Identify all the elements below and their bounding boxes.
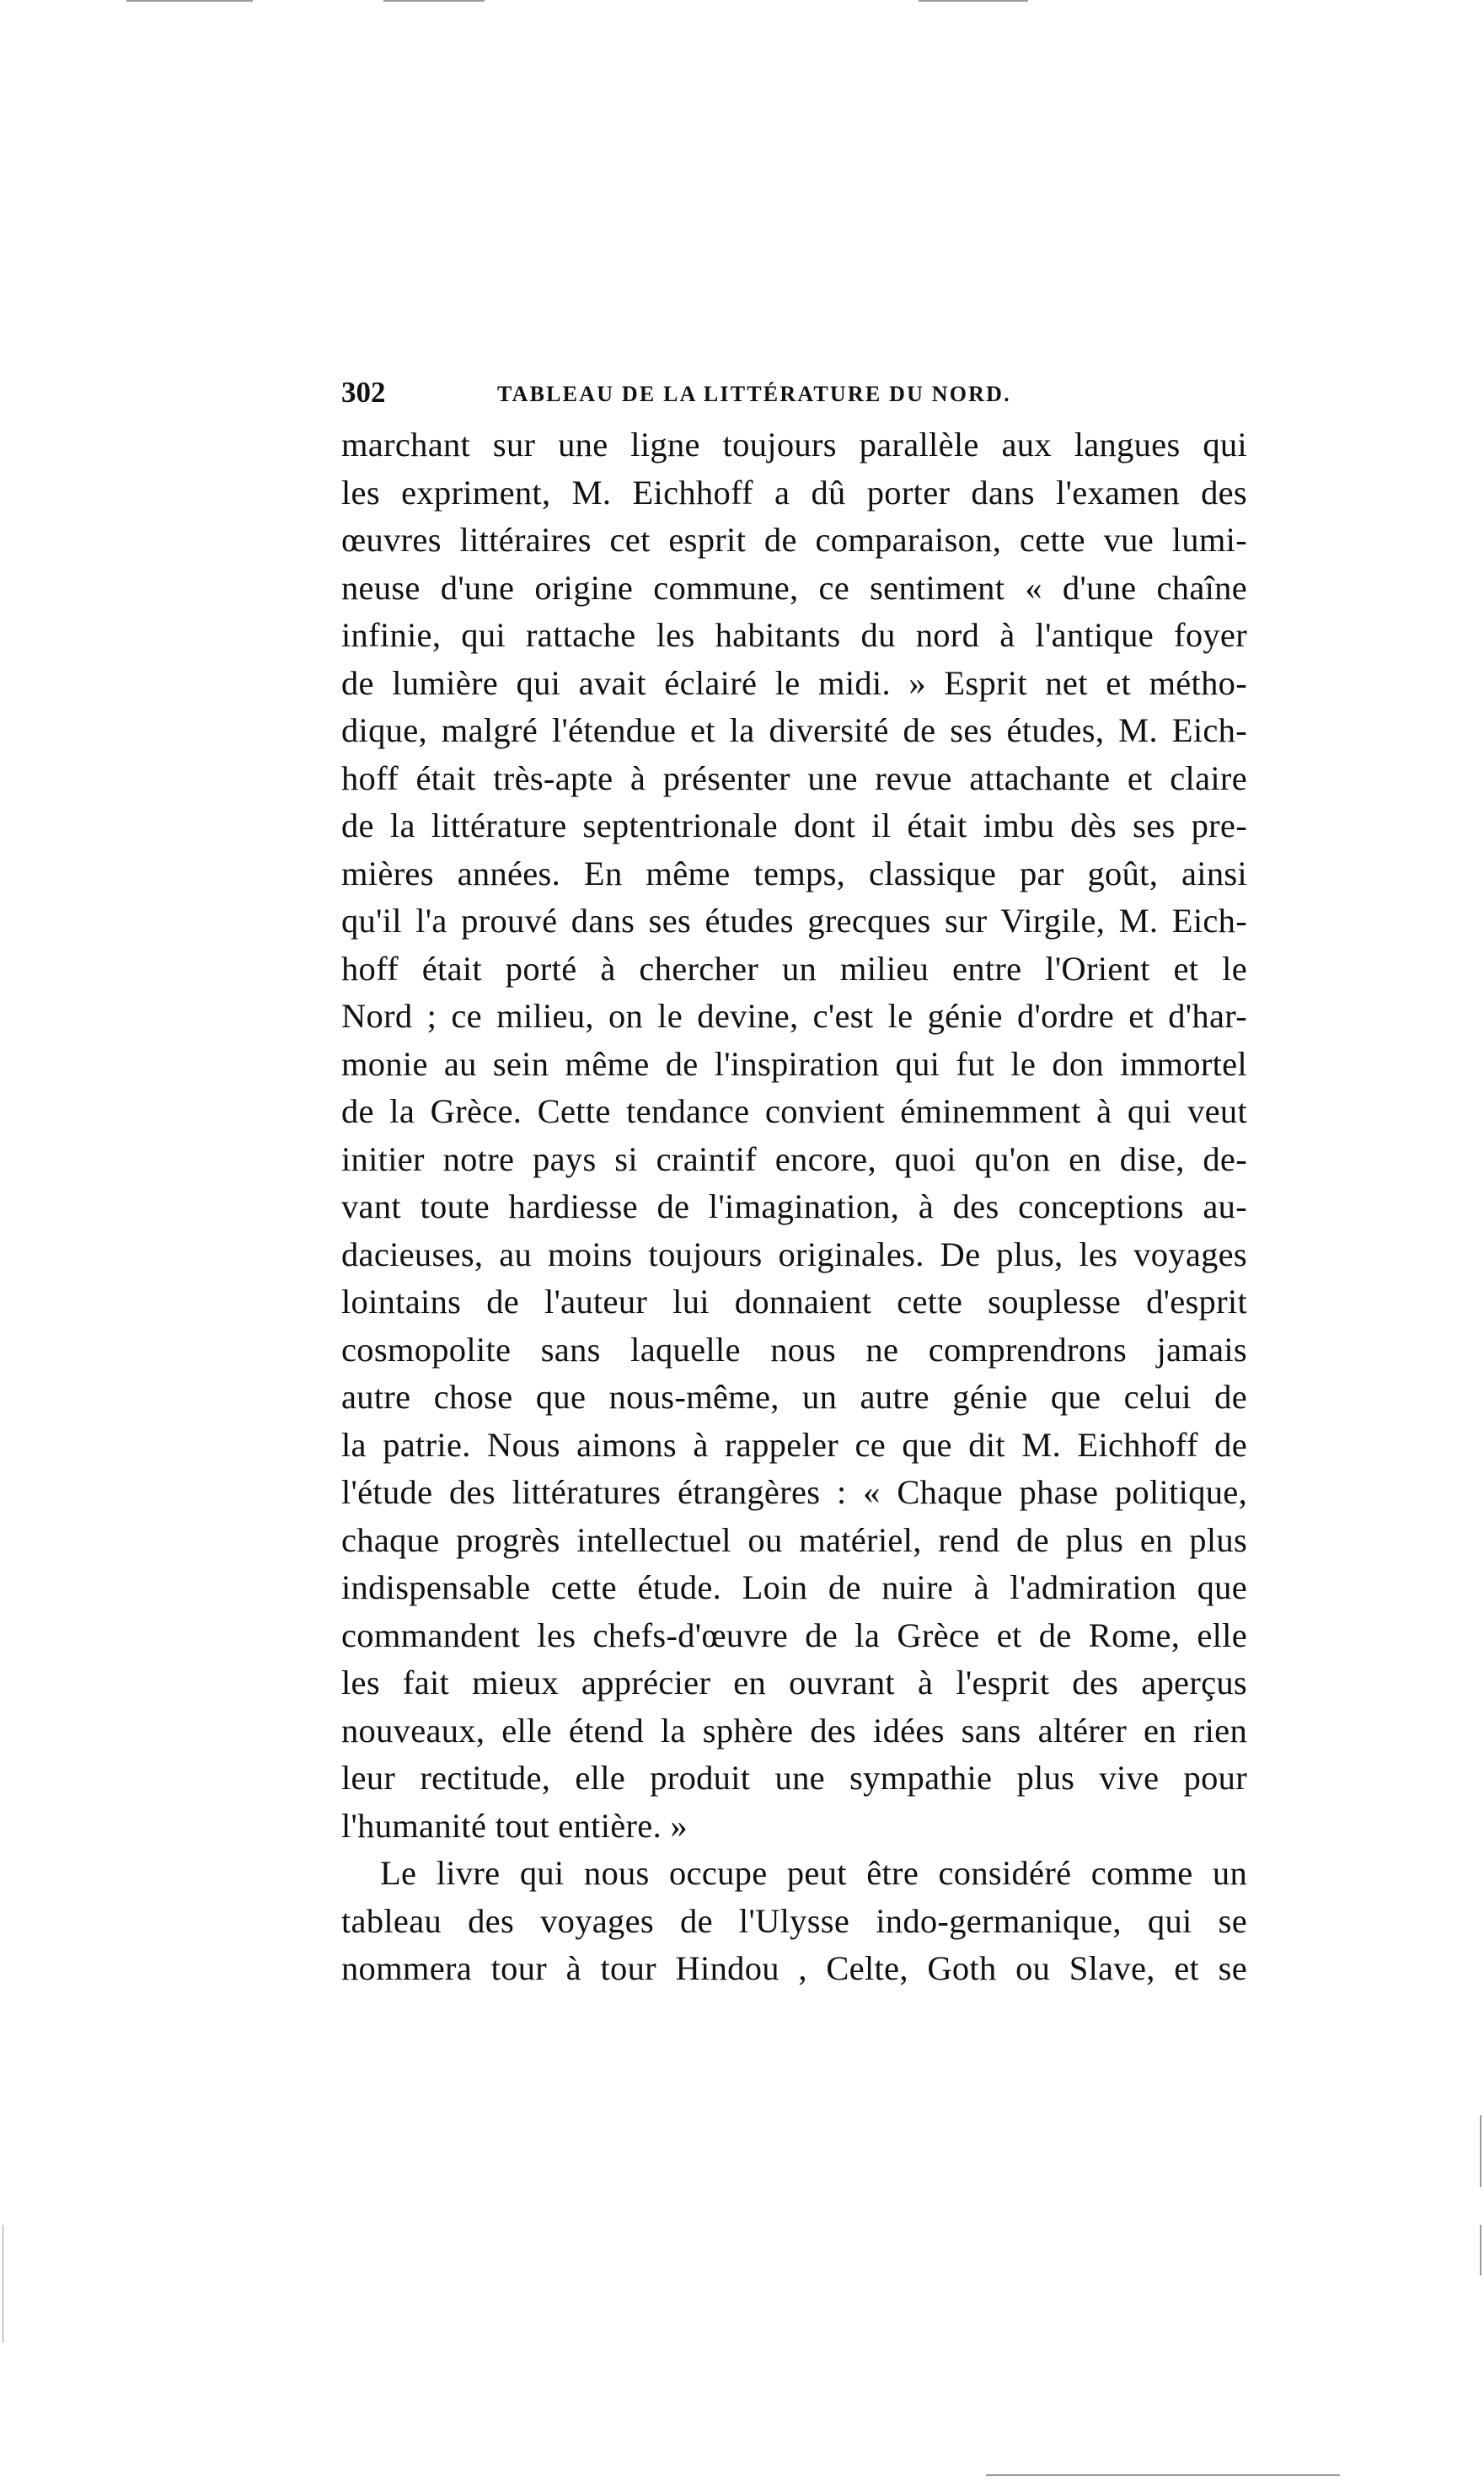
text-line: mières années. En même temps, classique par goût, ainsi (341, 854, 1247, 892)
text-line: marchant sur une ligne toujours parallèle aux langues qui (341, 426, 1247, 464)
text-line: nouveaux, elle étend la sphère des idées sans altérer en rien (341, 1711, 1247, 1750)
text-line: hoff était porté à chercher un milieu entre l'Orient et le (341, 949, 1247, 988)
text-line: l'humanité tout entière. » (341, 1806, 688, 1845)
text-line: œuvres littéraires cet esprit de comparaison, cette vue lumi- (341, 521, 1247, 559)
paragraph (341, 1850, 1247, 1993)
text-line: dique, malgré l'étendue et la diversité de ses études, M. Eich- (341, 711, 1247, 749)
text-line: Le livre qui nous occupe peut être considéré comme un (380, 1854, 1247, 1892)
text-line: cosmopolite sans laquelle nous ne comprendrons jamais (341, 1330, 1247, 1369)
text-line: vant toute hardiesse de l'imagination, à des conceptions au- (341, 1187, 1247, 1225)
scan-artifact-right (1480, 2225, 1481, 2275)
text-line: l'étude des littératures étrangères : « Chaque phase politique, (341, 1473, 1247, 1511)
scan-artifact-top (383, 0, 485, 2)
book-page (341, 371, 1247, 1993)
text-line: Nord ; ce milieu, on le devine, c'est le génie d'ordre et d'har- (341, 997, 1247, 1035)
text-line: dacieuses, au moins toujours originales. De plus, les voyages (341, 1235, 1247, 1273)
text-line: nommera tour à tour Hindou , Celte, Goth ou Slave, et se (341, 1949, 1247, 1987)
text-line: de la Grèce. Cette tendance convient éminemment à qui veut (341, 1092, 1247, 1130)
text-line: initier notre pays si craintif encore, quoi qu'on en dise, de- (341, 1139, 1247, 1178)
text-line: tableau des voyages de l'Ulysse indo-germanique, qui se (341, 1901, 1247, 1940)
text-line: hoff était très-apte à présenter une revue attachante et claire (341, 758, 1247, 797)
text-line: infinie, qui rattache les habitants du nord à l'antique foyer (341, 616, 1247, 654)
text-line: la patrie. Nous aimons à rappeler ce que dit M. Eichhoff de (341, 1425, 1247, 1464)
text-line: de la littérature septentrionale dont il était imbu dès ses pre- (341, 806, 1247, 844)
scan-artifact-bottom (986, 2474, 1340, 2476)
scan-artifact-top (126, 0, 253, 2)
text-line: autre chose que nous-même, un autre génie que celui de (341, 1378, 1247, 1416)
text-line: commandent les chefs-d'œuvre de la Grèce et de Rome, elle (341, 1616, 1247, 1654)
scan-artifact-right (1480, 2115, 1481, 2187)
text-line: indispensable cette étude. Loin de nuire à l'admiration que (341, 1568, 1247, 1606)
text-line: les fait mieux apprécier en ouvrant à l'esprit des aperçus (341, 1664, 1247, 1701)
text-line: lointains de l'auteur lui donnaient cette souplesse d'esprit (341, 1283, 1247, 1321)
text-line: de lumière qui avait éclairé le midi. » Esprit net et métho- (341, 663, 1247, 702)
body-text (341, 421, 1247, 1993)
text-line: leur rectitude, elle produit une sympathie plus vive pour (341, 1759, 1247, 1797)
text-line: qu'il l'a prouvé dans ses études grecques sur Virgile, M. Eich- (341, 902, 1247, 940)
running-title: TABLEAU DE LA LITTÉRATURE DU NORD. (497, 382, 1011, 406)
text-line: neuse d'une origine commune, ce sentiment « d'une chaîne (341, 568, 1247, 607)
page-number: 302 (341, 376, 386, 409)
scan-artifact-top (919, 0, 1028, 2)
text-line: les expriment, M. Eichhoff a dû porter dans l'examen des (341, 473, 1247, 512)
text-line: chaque progrès intellectuel ou matériel, rend de plus en plus (341, 1520, 1247, 1559)
running-head (341, 371, 1247, 415)
paragraph (341, 421, 1247, 1850)
text-line: monie au sein même de l'inspiration qui fut le don immortel (341, 1044, 1247, 1083)
